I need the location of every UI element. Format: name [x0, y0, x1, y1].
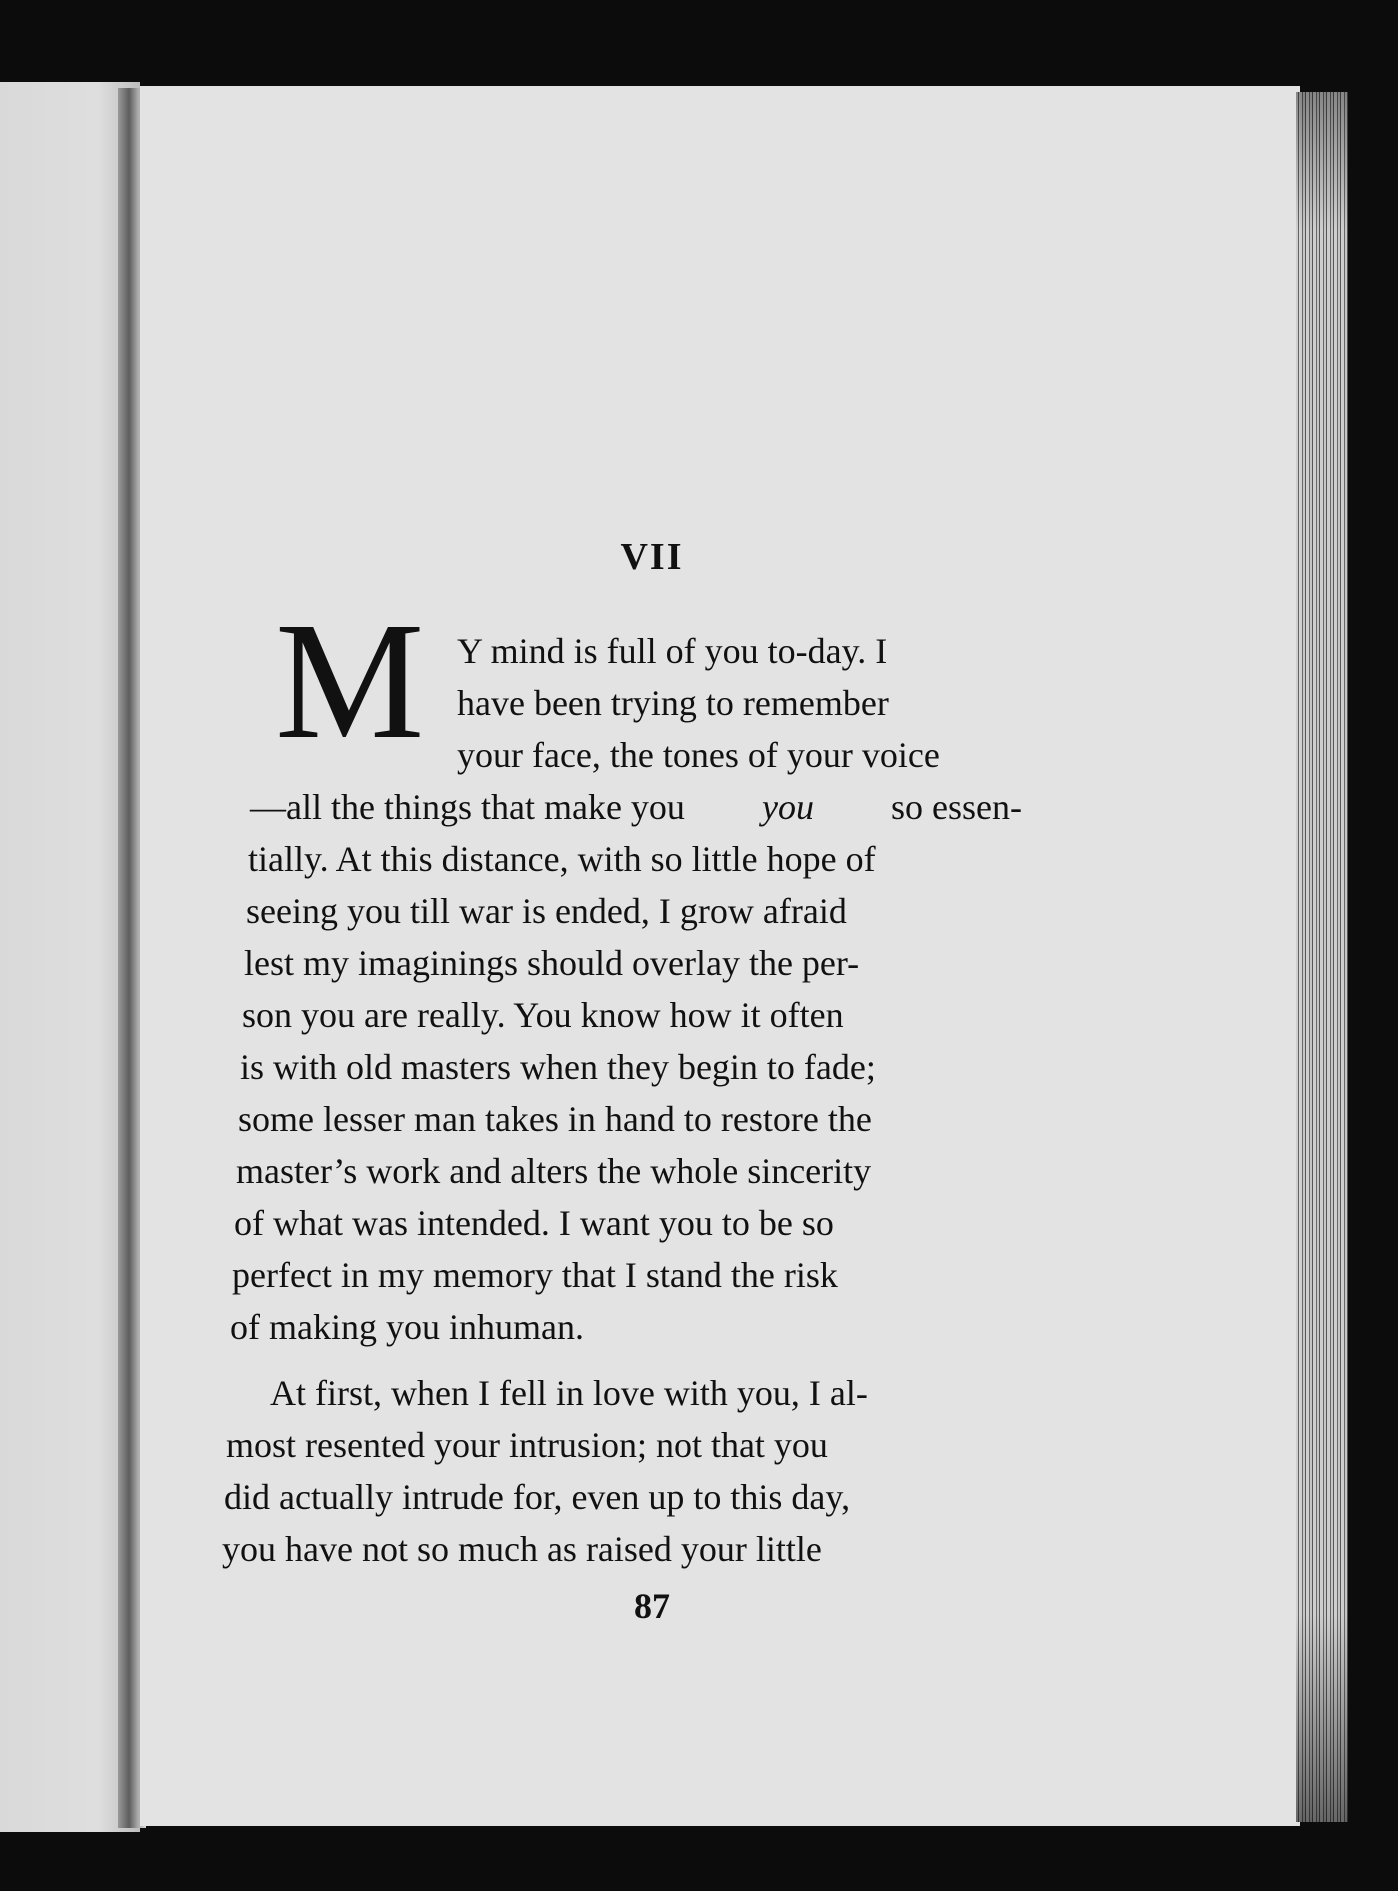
text-line-15: At first, when I fell in love with you, I al-: [270, 1373, 868, 1413]
text-line-4-start: —all the things that make you: [250, 787, 685, 827]
text-line-9: is with old masters when they begin to fade;: [240, 1047, 876, 1087]
chapter-title: VII: [620, 536, 684, 578]
text-line-12: of what was intended. I want you to be so: [234, 1203, 834, 1243]
text-line-3: your face, the tones of your voice: [457, 735, 940, 775]
text-line-2: have been trying to remember: [457, 683, 889, 723]
emphasis-you: you: [761, 787, 814, 827]
text-line-4-end: so essen-: [891, 787, 1022, 827]
text-line-14: of making you inhuman.: [230, 1307, 584, 1347]
page-stack-shadow: [1296, 92, 1348, 1822]
text-line-17: did actually intrude for, even up to this day,: [224, 1477, 851, 1517]
text-line-16: most resented your intrusion; not that you: [226, 1425, 828, 1465]
text-line-6: seeing you till war is ended, I grow afraid: [246, 891, 847, 931]
text-line-1: Y mind is full of you to-day. I: [457, 631, 888, 671]
text-line-18: you have not so much as raised your little: [222, 1529, 822, 1569]
text-line-8: son you are really. You know how it often: [242, 995, 844, 1035]
text-line-10: some lesser man takes in hand to restore the: [238, 1099, 872, 1139]
text-line-11: master’s work and alters the whole sincerity: [236, 1151, 872, 1191]
text-line-7: lest my imaginings should overlay the per-: [244, 943, 860, 983]
text-line-5: tially. At this distance, with so little hope of: [248, 839, 876, 879]
text-line-13: perfect in my memory that I stand the risk: [232, 1255, 838, 1295]
text-line-4: [250, 789, 1022, 825]
page-number: 87: [634, 1586, 670, 1626]
drop-cap: M: [275, 588, 425, 774]
